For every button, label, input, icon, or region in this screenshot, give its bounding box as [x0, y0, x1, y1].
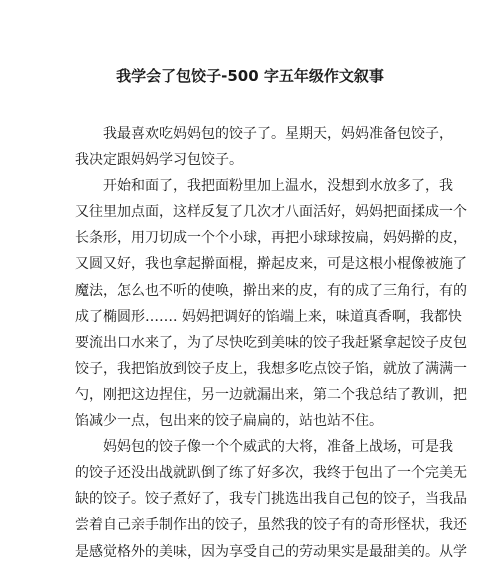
document-title: 我学会了包饺子-500 字五年级作文叙事	[116, 67, 384, 85]
text-line: 饺子，我把馅放到饺子皮上，我想多吃点饺子馅，就放了满满一	[75, 360, 467, 377]
paragraph-1	[75, 121, 453, 173]
text-line: 是感觉格外的美味，因为享受自己的劳动果实是最甜美的。从学	[75, 543, 467, 560]
text-line: 长条形，用刀切成一个个小球，再把小球球按扁，妈妈擀的皮，	[75, 230, 467, 247]
text-line: 馅减少一点，包出来的饺子扁扁的，站也站不住。	[75, 413, 383, 430]
paragraph-2	[75, 173, 467, 434]
text-line: 勺，刚把这边捏住，另一边就漏出来，第二个我总结了教训，把	[75, 386, 467, 403]
text-line: 成了椭圆形……. 妈妈把调好的馅端上来，味道真香啊，我都快	[75, 308, 462, 325]
text-line: 妈妈包的饺子像一个个威武的大将，准备上战场，可是我	[103, 439, 453, 456]
text-line: 要流出口水来了，为了尽快吃到美味的饺子我赶紧拿起饺子皮包	[75, 334, 467, 351]
text-line: 我决定跟妈妈学习包饺子。	[75, 152, 243, 169]
text-line: 魔法，怎么也不听的使唤，擀出来的皮，有的成了三角行，有的	[75, 282, 467, 299]
text-line: 开始和面了，我把面粉里加上温水，没想到水放多了，我	[103, 178, 453, 195]
text-line: 我最喜欢吃妈妈包的饺子了。星期天，妈妈准备包饺子，	[103, 126, 453, 142]
text-line: 又往里加点面，这样反复了几次才八面活好，妈妈把面揉成一个	[75, 204, 467, 221]
text-line: 的饺子还没出战就趴倒了练了好多次，我终于包出了一个完美无	[75, 465, 467, 482]
document-body	[75, 121, 467, 565]
text-line: 缺的饺子。饺子煮好了，我专门挑选出我自己包的饺子，当我品	[75, 491, 467, 508]
text-line: 又圆又好，我也拿起擀面棍，擀起皮来，可是这根小棍像被施了	[75, 256, 467, 273]
paragraph-3	[75, 434, 467, 564]
text-line: 尝着自己亲手制作出的饺子，虽然我的饺子有的奇形怪状，我还	[75, 517, 467, 534]
